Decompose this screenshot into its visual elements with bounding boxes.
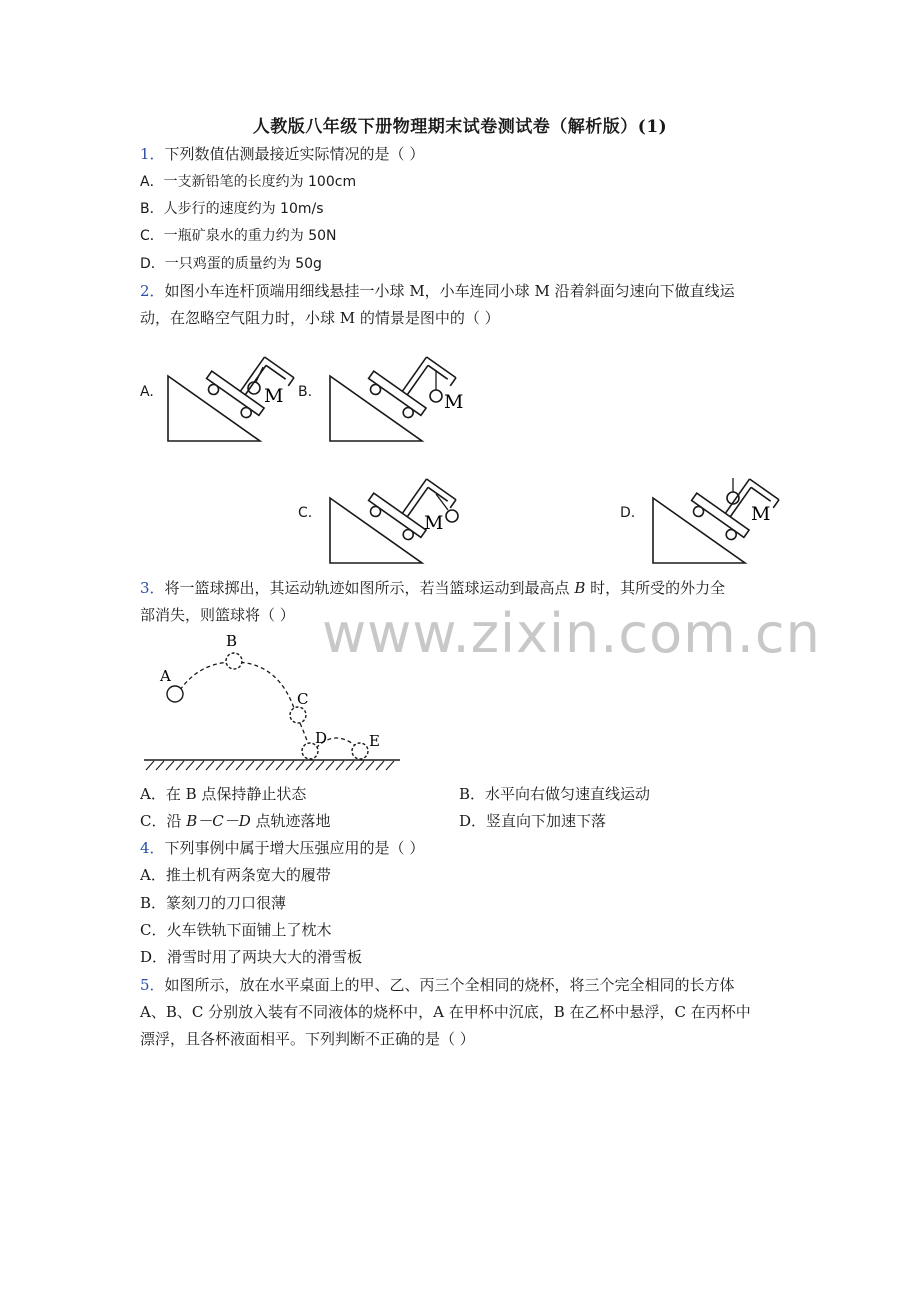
ground-hatching <box>146 761 394 770</box>
point-d-label: D <box>315 729 328 747</box>
point-c-label: C <box>297 690 309 708</box>
figure-d-ball-label: M <box>751 503 771 525</box>
question-3-number: 3． <box>140 579 165 597</box>
question-1-text: 下列数值估测最接近实际情况的是（ ） <box>164 145 425 163</box>
question-5-stem-line3: 漂浮，且各杯液面相平。下列判断不正确的是（ ） <box>140 1030 475 1048</box>
question-5-number: 5． <box>140 976 165 994</box>
figure-b-incline <box>322 336 472 448</box>
figure-d-incline <box>645 458 785 570</box>
question-2-stem-line1 <box>140 281 735 301</box>
question-3-option-c-post: 点轨迹落地 <box>250 812 331 830</box>
question-2-stem-line2: 动，在忽略空气阻力时，小球 M 的情景是图中的（ ） <box>140 309 500 327</box>
figure-c-ball-label: M <box>424 512 444 534</box>
question-4-option-b: B．篆刻刀的刀口很薄 <box>140 894 287 912</box>
question-4-option-d: D．滑雪时用了两块大大的滑雪板 <box>140 948 363 966</box>
question-4-option-a: A．推土机有两条宽大的履带 <box>140 866 331 884</box>
question-4-text: 下列事例中属于增大压强应用的是（ ） <box>164 839 425 857</box>
question-1-option-d: D．一只鸡蛋的质量约为 50g <box>140 256 322 272</box>
figure-c-label: C. <box>298 505 313 521</box>
page-title: 人教版八年级下册物理期末试卷测试卷（解析版）(1) <box>252 117 668 137</box>
figure-a-incline <box>160 336 300 448</box>
point-a-label: A <box>160 667 171 685</box>
question-3-option-a: A．在 B 点保持静止状态 <box>140 785 307 803</box>
question-2-number: 2． <box>140 282 165 300</box>
question-1-stem <box>140 144 424 164</box>
question-5-stem-line2: A、B、C 分别放入装有不同液体的烧杯中，A 在甲杯中沉底，B 在乙杯中悬浮，C 在丙杯中 <box>140 1003 751 1021</box>
question-3-text-post: 时，其所受的外力全 <box>585 579 726 597</box>
question-3-option-d: D．竖直向下加速下落 <box>459 812 607 830</box>
question-1-option-a: A．一支新铅笔的长度约为 100cm <box>140 174 357 190</box>
figure-b-label: B. <box>298 384 313 400</box>
question-3-stem-line2: 部消失，则篮球将（ ） <box>140 606 295 624</box>
figure-a-label: A. <box>140 384 154 400</box>
figure-a-ball-label: M <box>264 385 284 407</box>
question-3-text-pre: 将一篮球掷出，其运动轨迹如图所示，若当篮球运动到最高点 <box>164 579 575 597</box>
question-4-option-c: C．火车铁轨下面铺上了枕木 <box>140 921 332 939</box>
point-b-label: B <box>226 632 238 650</box>
watermark: www.zixin.com.cn <box>322 602 821 665</box>
question-3-option-c-path: B－C－D <box>186 812 251 830</box>
question-3-option-c <box>140 811 331 831</box>
figure-c-incline <box>322 458 472 570</box>
question-3-option-b: B．水平向右做匀速直线运动 <box>459 785 651 803</box>
question-3-stem-line1 <box>140 578 725 598</box>
figure-d-label: D. <box>620 505 636 521</box>
question-3-option-c-pre: C．沿 <box>140 812 187 830</box>
question-1-number: 1． <box>140 145 165 163</box>
point-e-label: E <box>369 732 380 750</box>
figure-b-ball-label: M <box>444 391 464 413</box>
question-5-stem-line1 <box>140 975 735 995</box>
question-1-option-c: C．一瓶矿泉水的重力约为 50N <box>140 228 337 244</box>
question-3-point-b: B <box>574 579 586 597</box>
question-2-text-line1: 如图小车连杆顶端用细线悬挂一小球 M，小车连同小球 M 沿着斜面匀速向下做直线运 <box>164 282 735 300</box>
question-1-option-b: B．人步行的速度约为 10m/s <box>140 201 324 217</box>
question-4-stem <box>140 838 424 858</box>
question-4-number: 4． <box>140 839 165 857</box>
basketball-trajectory-figure <box>140 632 410 772</box>
question-5-text-line1: 如图所示，放在水平桌面上的甲、乙、丙三个全相同的烧杯，将三个完全相同的长方体 <box>164 976 735 994</box>
